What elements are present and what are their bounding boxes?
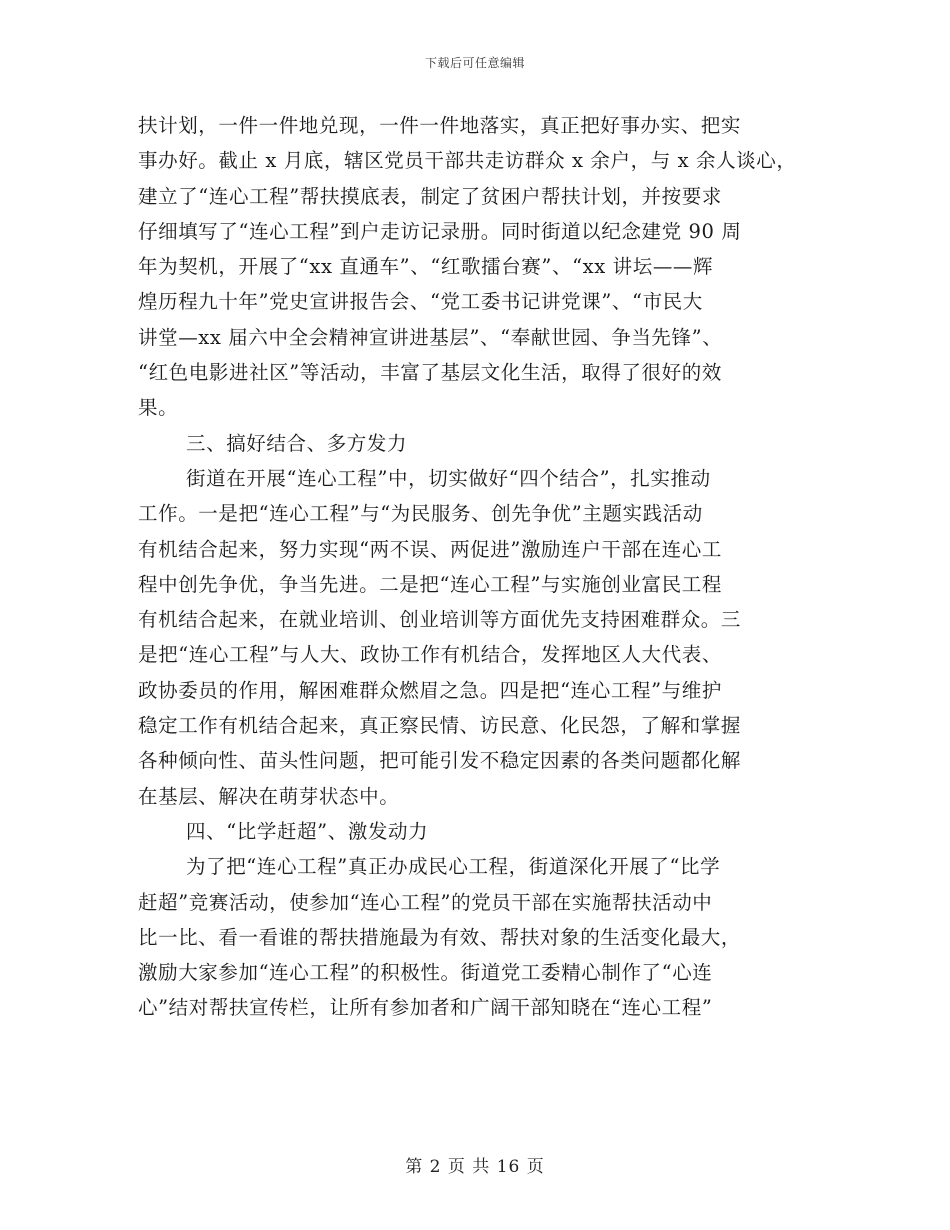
body-line: 工作。一是把“连心工程”与“为民服务、创先争优”主题实践活动 — [138, 502, 703, 526]
body-line: 建立了“连心工程”帮扶摸底表，制定了贫困户帮扶计划，并按要求 — [138, 184, 722, 208]
body-line: 稳定工作有机结合起来，真正察民情、访民意、化民怨，了解和掌握 — [138, 714, 742, 738]
body-line: 是把“连心工程”与人大、政协工作有机结合，发挥地区人大代表、 — [138, 643, 722, 667]
body-line: 心”结对帮扶宣传栏，让所有参加者和广阔干部知晓在“连心工程” — [138, 996, 713, 1020]
body-line: 煌历程九十年”党史宣讲报告会、“党工委书记讲党课”、“市民大 — [138, 290, 703, 314]
document-body — [138, 108, 818, 1026]
body-line: 在基层、解决在萌芽状态中。 — [138, 784, 400, 808]
paragraph-first-line: 街道在开展“连心工程”中，切实做好“四个结合”，扎实推动 — [186, 466, 711, 490]
body-line: “红色电影进社区”等活动，丰富了基层文化生活，取得了很好的效 — [138, 361, 722, 385]
body-line: 比一比、看一看谁的帮扶措施最为有效、帮扶对象的生活变化最大， — [138, 925, 742, 949]
body-line: 各种倾向性、苗头性问题，把可能引发不稳定因素的各类问题都化解 — [138, 749, 742, 773]
body-line: 程中创先争优，争当先进。二是把“连心工程”与实施创业富民工程 — [138, 572, 722, 596]
body-line: 激励大家参加“连心工程”的积极性。街道党工委精心制作了“心连 — [138, 961, 713, 985]
body-line: 事办好。截止 x 月底，辖区党员干部共走访群众 x 余户，与 x 余人谈心， — [138, 149, 797, 173]
body-line: 赶超”竞赛活动，使参加“连心工程”的党员干部在实施帮扶活动中 — [138, 890, 713, 914]
body-line: 讲堂—xx 届六中全会精神宣讲进基层”、“奉献世园、争当先锋”、 — [138, 325, 723, 349]
paragraph-first-line: 为了把“连心工程”真正办成民心工程，街道深化开展了“比学 — [186, 855, 721, 879]
page-number: 第 2 页 共 16 页 — [405, 1157, 545, 1177]
body-line: 政协委员的作用，解困难群众燃眉之急。四是把“连心工程”与维护 — [138, 678, 722, 702]
body-line: 果。 — [138, 396, 179, 420]
body-line: 有机结合起来，努力实现“两不误、两促进”激励连户干部在连心工 — [138, 537, 722, 561]
body-line: 年为契机，开展了“xx 直通车”、“红歌擂台赛”、“xx 讲坛——辉 — [138, 255, 714, 279]
body-line: 仔细填写了“连心工程”到户走访记录册。同时街道以纪念建党 90 周 — [138, 219, 742, 243]
body-line: 有机结合起来，在就业培训、创业培训等方面优先支持困难群众。三 — [138, 608, 742, 632]
section-heading-4: 四、“比学赶超”、激发动力 — [186, 819, 429, 843]
section-heading-3: 三、搞好结合、多方发力 — [186, 431, 408, 455]
page-header-note: 下载后可任意编辑 — [424, 56, 525, 70]
body-line: 扶计划，一件一件地兑现，一件一件地落实，真正把好事办实、把实 — [138, 114, 742, 137]
